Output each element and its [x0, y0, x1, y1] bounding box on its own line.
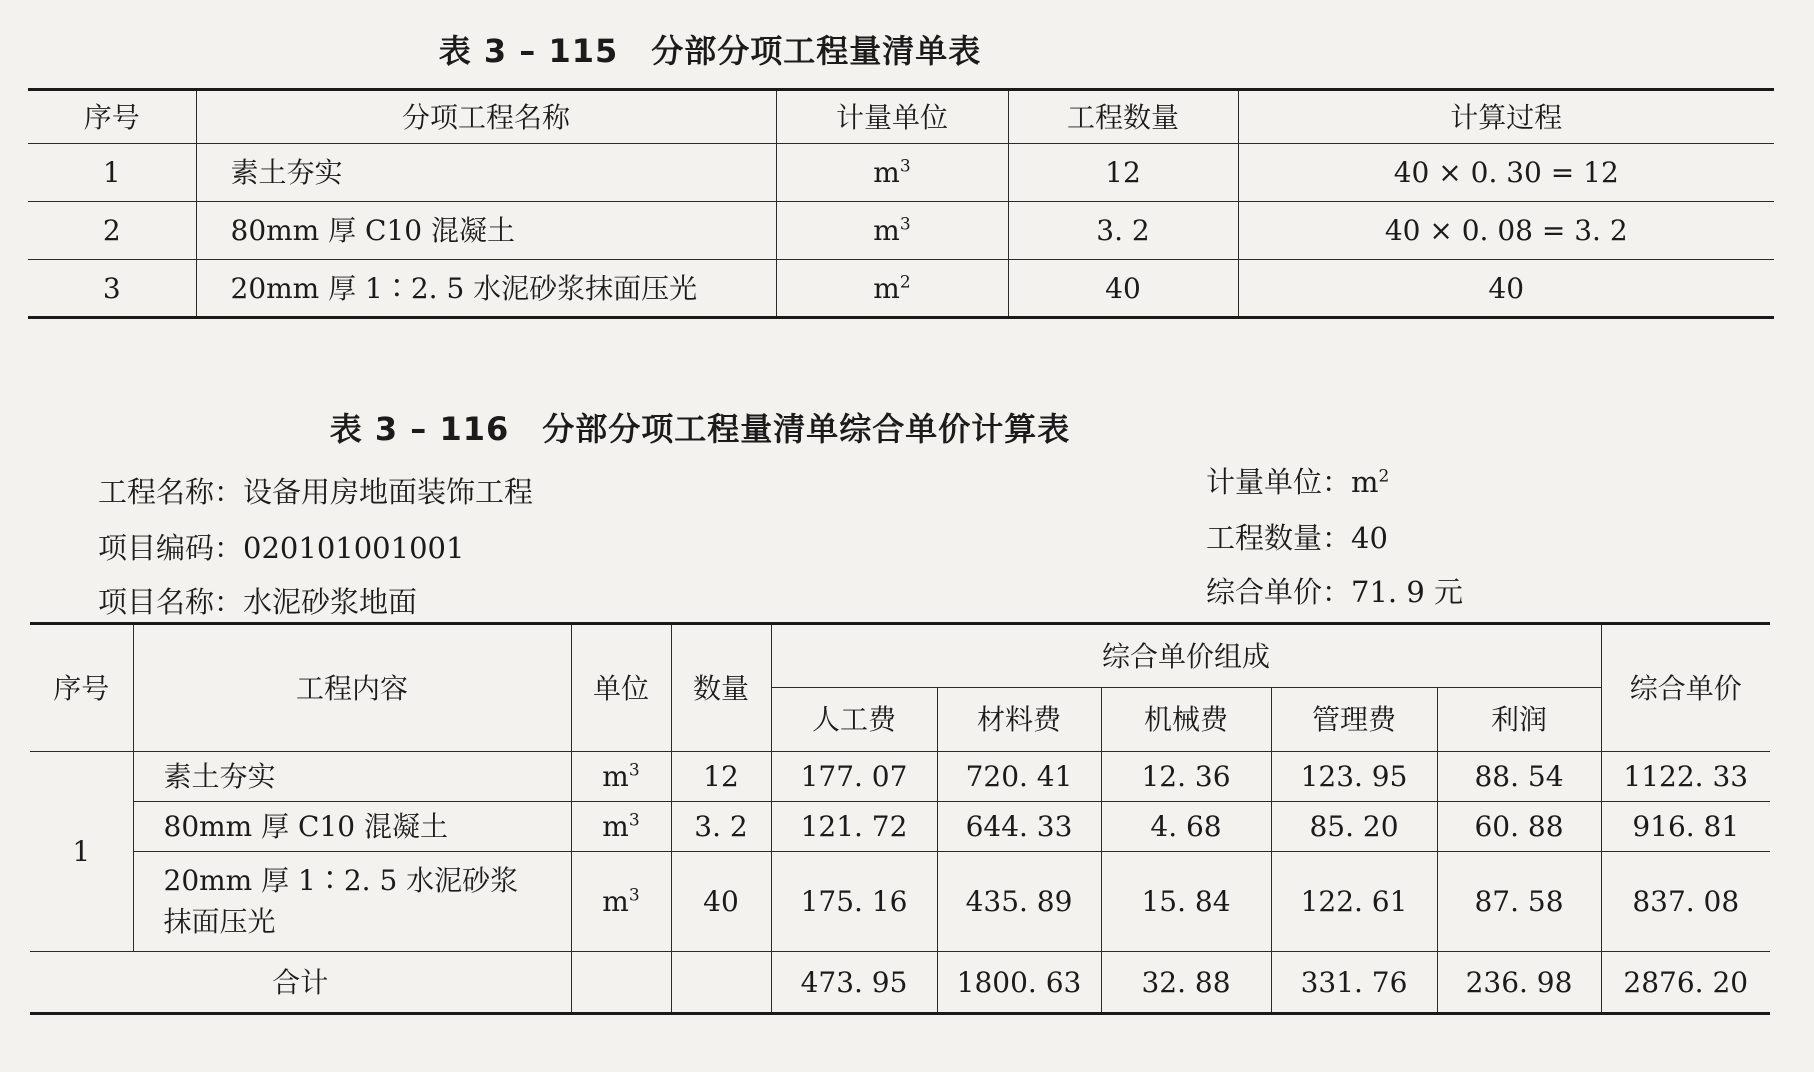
sum-material: 1800. 63: [937, 952, 1101, 1014]
row-seq: 3: [28, 260, 196, 318]
item-code: 项目编码：020101001001: [98, 531, 465, 565]
row-item-name: 80mm 厚 C10 混凝土: [196, 202, 776, 260]
header-machine: 机械费: [1101, 688, 1271, 752]
row-content: 素土夯实: [133, 752, 571, 802]
row-calculation: 40 × 0. 08 = 3. 2: [1238, 202, 1774, 260]
row-unit: $m^3$: [571, 752, 671, 802]
row-material: 435. 89: [937, 852, 1101, 952]
sum-row: [30, 952, 1770, 1014]
row-seq: 1: [28, 144, 196, 202]
header-material: 材料费: [937, 688, 1101, 752]
header-labor: 人工费: [771, 688, 937, 752]
sum-unit: [571, 952, 671, 1014]
sum-total: 2876. 20: [1601, 952, 1770, 1014]
row-material: 644. 33: [937, 802, 1101, 852]
row-item-name: 素土夯实: [196, 144, 776, 202]
row-machine: 12. 36: [1101, 752, 1271, 802]
row-profit: 60. 88: [1437, 802, 1601, 852]
row-calculation: 40: [1238, 260, 1774, 318]
table-row: [28, 260, 1774, 318]
header-calculation: 计算过程: [1238, 90, 1774, 144]
row-management: 122. 61: [1271, 852, 1437, 952]
row-labor: 177. 07: [771, 752, 937, 802]
header-seq: 序号: [30, 624, 133, 752]
row-quantity: 40: [1008, 260, 1238, 318]
sum-quantity: [671, 952, 771, 1014]
table-row: [28, 144, 1774, 202]
table-row: [30, 752, 1770, 802]
row-unit: $m^3$: [776, 202, 1008, 260]
row-management: 123. 95: [1271, 752, 1437, 802]
composite-price: 综合单价：71. 9 元: [1206, 575, 1464, 609]
row-machine: 4. 68: [1101, 802, 1271, 852]
header-seq: 序号: [28, 90, 196, 144]
header-quantity: 工程数量: [1008, 90, 1238, 144]
row-total: 916. 81: [1601, 802, 1770, 852]
header-profit: 利润: [1437, 688, 1601, 752]
row-unit: $m^3$: [776, 144, 1008, 202]
row-machine: 15. 84: [1101, 852, 1271, 952]
table-115-title: 表 3 – 115 分部分项工程量清单表: [438, 32, 982, 70]
sum-profit: 236. 98: [1437, 952, 1601, 1014]
row-quantity: 12: [1008, 144, 1238, 202]
row-total: 1122. 33: [1601, 752, 1770, 802]
row-group-seq: 1: [30, 752, 133, 952]
sum-labor: 473. 95: [771, 952, 937, 1014]
row-profit: 88. 54: [1437, 752, 1601, 802]
row-quantity: 3. 2: [671, 802, 771, 852]
table-116-title: 表 3 – 116 分部分项工程量清单综合单价计算表: [329, 410, 1071, 448]
header-price-composition: 综合单价组成: [771, 624, 1601, 688]
row-calculation: 40 × 0. 30 = 12: [1238, 144, 1774, 202]
header-quantity: 数量: [671, 624, 771, 752]
sum-label: 合计: [30, 952, 571, 1014]
row-labor: 121. 72: [771, 802, 937, 852]
row-labor: 175. 16: [771, 852, 937, 952]
row-quantity: 3. 2: [1008, 202, 1238, 260]
project-name: 工程名称：设备用房地面装饰工程: [98, 475, 534, 509]
table-row: [30, 802, 1770, 852]
row-unit: $m^3$: [571, 802, 671, 852]
header-content: 工程内容: [133, 624, 571, 752]
row-content: 20mm 厚 1∶2. 5 水泥砂浆 抹面压光: [133, 852, 571, 952]
work-quantity: 工程数量：40: [1206, 521, 1388, 555]
row-unit: $m^2$: [776, 260, 1008, 318]
row-unit: $m^3$: [571, 852, 671, 952]
row-management: 85. 20: [1271, 802, 1437, 852]
table-115: [28, 88, 1774, 319]
header-unit: 单位: [571, 624, 671, 752]
header-item-name: 分项工程名称: [196, 90, 776, 144]
header-management: 管理费: [1271, 688, 1437, 752]
row-profit: 87. 58: [1437, 852, 1601, 952]
row-material: 720. 41: [937, 752, 1101, 802]
row-quantity: 12: [671, 752, 771, 802]
table-116: [30, 622, 1770, 1015]
row-item-name: 20mm 厚 1∶2. 5 水泥砂浆抹面压光: [196, 260, 776, 318]
row-content: 80mm 厚 C10 混凝土: [133, 802, 571, 852]
sum-machine: 32. 88: [1101, 952, 1271, 1014]
measure-unit: 计量单位：$m^2$: [1206, 465, 1390, 499]
item-name: 项目名称：水泥砂浆地面: [98, 585, 418, 619]
row-quantity: 40: [671, 852, 771, 952]
header-composite-price: 综合单价: [1601, 624, 1770, 752]
header-unit: 计量单位: [776, 90, 1008, 144]
row-seq: 2: [28, 202, 196, 260]
table-row: [28, 202, 1774, 260]
row-total: 837. 08: [1601, 852, 1770, 952]
table-row: [30, 852, 1770, 952]
sum-management: 331. 76: [1271, 952, 1437, 1014]
